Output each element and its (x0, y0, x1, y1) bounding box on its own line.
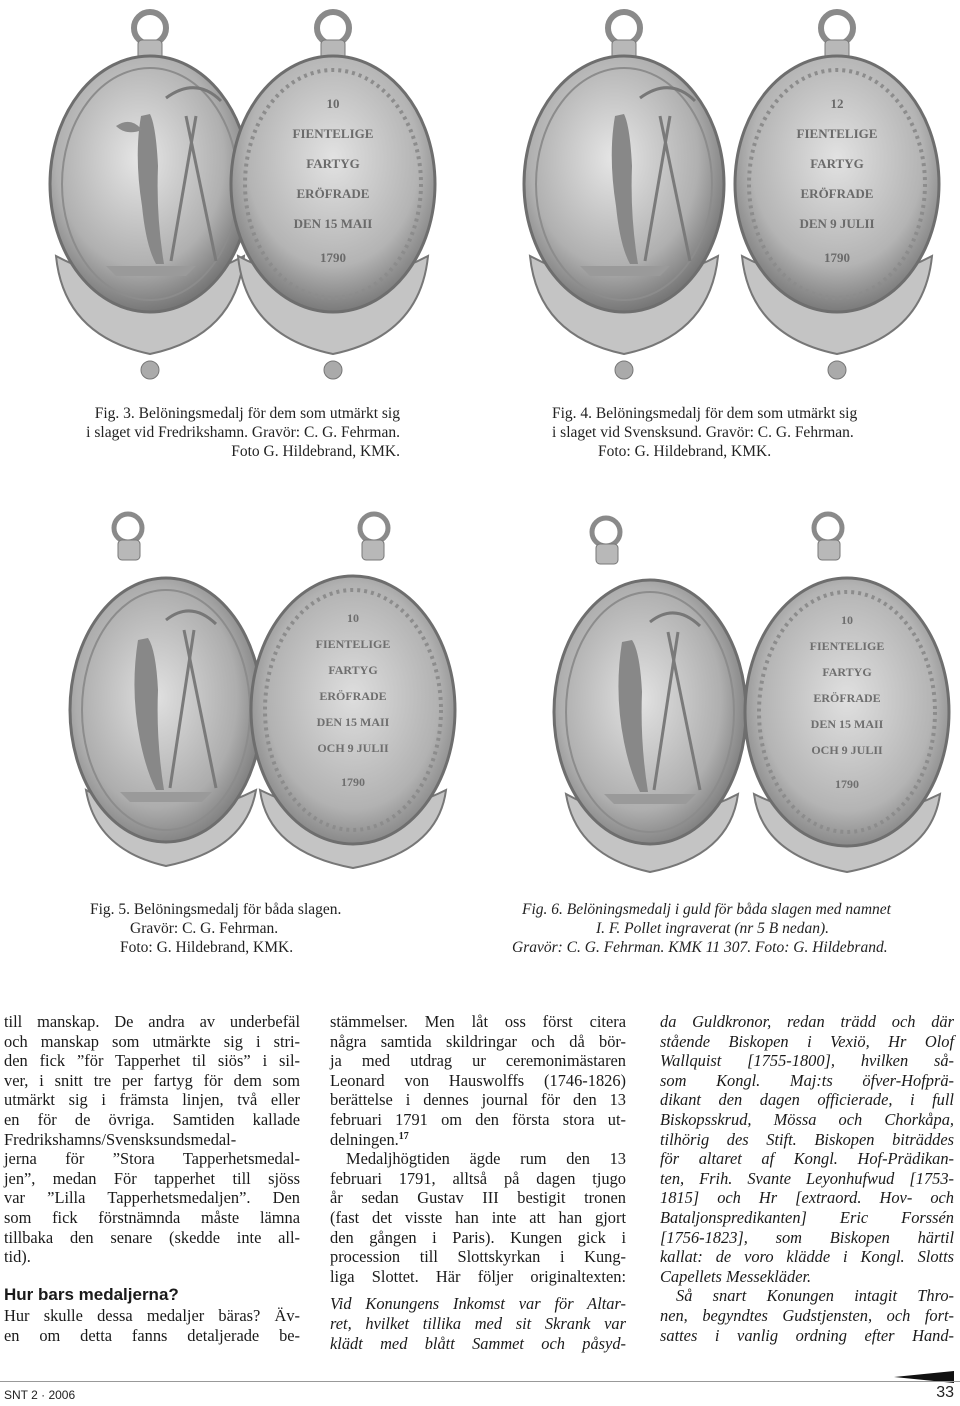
caption-line: Gravör: C. G. Fehrman. KMK 11 307. Foto: G. Hildebrand. (512, 939, 888, 956)
quote-line: 1815] och Hr [extraord. Hov- och (660, 1188, 954, 1208)
medal-inscription: FIENTELIGE (292, 126, 374, 141)
text-line: berättelse i dennes journal för den 13 (330, 1090, 626, 1110)
text-line (330, 1130, 626, 1150)
quote-line: för altaret af Kongl. Hof-Prädikan- (660, 1149, 954, 1169)
quote-line: Vid Konungens Inkomst var för Altar- (330, 1294, 626, 1314)
medal-photo-fig4-reverse (730, 6, 944, 386)
quote-line: klädt med blått Sammet och påsyd- (330, 1333, 626, 1353)
text-line: ja med utdrag ur ceremonimästaren (330, 1051, 626, 1071)
text-line: procession till Slottskyrkan i Kung- (330, 1247, 626, 1267)
caption-line: Fig. 5. Belöningsmedalj för båda slagen. (90, 901, 342, 918)
medal-inscription: DEN 15 MAII (810, 717, 884, 731)
quote-line: kallat: de voro klädde i Kongl. Slotts (660, 1247, 954, 1267)
quote-line: Bataljonspredikanten] Eric Forssén (660, 1207, 954, 1227)
caption-line: Foto: G. Hildebrand, KMK. (598, 443, 772, 460)
text-line: till manskap. De andra av underbefäl (4, 1012, 300, 1031)
quote-line: sattes i vanlig ordning efter Hand- (660, 1325, 954, 1345)
quote-line: Biskopsskrud, Mössa och Chorkåpa, (660, 1109, 954, 1129)
medal-photo-fig3-reverse (226, 6, 440, 386)
footer-divider (0, 1381, 960, 1382)
caption-line: Fig. 6. Belöningsmedalj i guld för båda slagen med namnet (522, 901, 891, 918)
text-line: några samtida skildringar och då bör- (330, 1031, 626, 1051)
caption-line: Foto: G. Hildebrand, KMK. (120, 939, 294, 956)
journal-issue: SNT 2 · 2006 (4, 1388, 76, 1402)
medal-photo-fig6-obverse (548, 506, 752, 886)
quote-line: nen, begyndtes Gudstjensten, och fort- (660, 1305, 954, 1325)
quote-line: [1756-1823], som Biskopen härtil (660, 1227, 954, 1247)
quote-line: tilhörig des Stift. Biskopen biträddes (660, 1129, 954, 1149)
text-line: Fredrikshamns/Svensksundsmedal- (4, 1129, 237, 1149)
medal-photo-fig6-reverse (740, 496, 954, 884)
caption-fig6 (512, 900, 952, 957)
text-line: jerna för ”Stora Tapperhetsmedal- (4, 1149, 300, 1169)
text-line: tid). (4, 1247, 31, 1267)
medal-photo-fig3-obverse (46, 6, 254, 386)
medal-inscription: FARTYG (328, 663, 378, 677)
medal-inscription: ERÖFRADE (296, 186, 370, 201)
medal-photo-fig5-obverse (66, 500, 266, 880)
medal-inscription: FIENTELIGE (796, 126, 878, 141)
medal-inscription: FARTYG (810, 156, 864, 171)
medal-photo-fig4-obverse (520, 6, 728, 386)
text-column-3 (660, 1012, 954, 1345)
medal-inscription: 1790 (824, 250, 850, 265)
text-line: den gången i Paris). Kungen gick i (330, 1227, 626, 1247)
text-line: februari 1791, alltså på dagen tjugo (330, 1168, 626, 1188)
medal-inscription: DEN 15 MAII (316, 715, 390, 729)
medal-inscription: ERÖFRADE (813, 691, 881, 705)
text-line: tillbaka den senare (skedde inte all- (4, 1227, 300, 1247)
medal-inscription: 1790 (320, 250, 346, 265)
text-line: den fick ”för Tapperhet til siös” i sil- (4, 1051, 300, 1071)
medal-inscription: 1790 (341, 775, 365, 789)
quote-line: Capellets Messekläder. (660, 1266, 812, 1286)
quote-line: da Guldkronor, redan trädd och där (660, 1012, 954, 1031)
medal-photo-fig5-reverse (246, 496, 460, 880)
text-line: stämmelser. Men låt oss först citera (330, 1012, 626, 1031)
text-column-1 (4, 1012, 300, 1346)
text-line: som fick förstnämnda måste lämna (4, 1207, 300, 1227)
caption-line: i slaget vid Fredrikshamn. Gravör: C. G. Fehrman. (86, 424, 400, 441)
quote-line: dikant den dagen officierade, i full (660, 1090, 954, 1110)
text-line: liga Slottet. Här följer originaltexten: (330, 1266, 626, 1286)
caption-fig5 (90, 900, 390, 957)
medal-inscription: FARTYG (306, 156, 360, 171)
section-heading: Hur bars medaljerna? (4, 1284, 179, 1304)
medal-inscription: 1790 (835, 777, 859, 791)
medal-inscription: 12 (830, 96, 844, 111)
medal-inscription: 10 (326, 96, 340, 111)
caption-line: Fig. 3. Belöningsmedalj för dem som utmärkt sig (94, 405, 400, 422)
text-column-2 (330, 1012, 626, 1353)
caption-line: I. F. Pollet ingraverat (nr 5 B nedan). (596, 920, 830, 937)
medal-inscription: OCH 9 JULII (811, 743, 883, 757)
text-line: var ”Lilla Tapperhetsmedaljen”. Den (4, 1188, 300, 1208)
medal-inscription: 10 (347, 611, 359, 625)
quote-line: som Kongl. Maj:ts öfver-Hofprä- (660, 1070, 954, 1090)
page-number: 33 (936, 1384, 954, 1401)
footnote-ref: 17 (398, 1130, 409, 1142)
medal-inscription: DEN 9 JULII (799, 216, 875, 231)
caption-fig4 (552, 404, 912, 461)
text-line: Hur skulle dessa medaljer bäras? Äv- (4, 1306, 300, 1326)
quote-line: ten, Frih. Svante Leyonhufwud [1753- (660, 1168, 954, 1188)
text-line: (fast det visste han inte att han gjort (330, 1207, 626, 1227)
medal-inscription: ERÖFRADE (800, 186, 874, 201)
caption-line: Fig. 4. Belöningsmedalj för dem som utmärkt sig (552, 405, 858, 422)
medal-inscription: 10 (841, 613, 853, 627)
quote-line: Så snart Konungen intagit Thro- (676, 1286, 954, 1306)
text-fragment: delningen. (330, 1129, 399, 1149)
text-line: en om detta fanns detaljerade be- (4, 1325, 300, 1345)
medal-inscription: ERÖFRADE (319, 689, 387, 703)
text-line: februari 1791 om den första stora ut- (330, 1109, 626, 1129)
quote-line: Wallquist [1755-1800], hvilken så- (660, 1051, 954, 1071)
medal-inscription: DEN 15 MAII (293, 216, 373, 231)
medal-inscription: FIENTELIGE (315, 637, 391, 651)
text-line: utmärkt sig i främsta linjen, två eller (4, 1090, 300, 1110)
quote-line: ret, hvilket tillika med sit Skrank var (330, 1313, 626, 1333)
text-line: och manskap som utmärkte sig i stri- (4, 1031, 300, 1051)
text-line: en för de övriga. Samtiden kallade (4, 1109, 300, 1129)
text-line: jen”, medan För tapperhet till sjöss (4, 1168, 300, 1188)
medal-inscription: FARTYG (822, 665, 872, 679)
medal-inscription: FIENTELIGE (809, 639, 885, 653)
text-line: Medaljhögtiden ägde rum den 13 (346, 1149, 626, 1169)
caption-line: i slaget vid Svensksund. Gravör: C. G. Fehrman. (552, 424, 854, 441)
text-line: år sedan Gustav III bestigit tronen (330, 1188, 626, 1208)
text-line: ver, i snitt tre per fartyg för dem som (4, 1070, 300, 1090)
caption-line: Foto G. Hildebrand, KMK. (231, 443, 400, 460)
quote-line: stående Biskopen i Vexiö, Hr Olof (660, 1031, 954, 1051)
text-line: Leonard von Hauswolffs (1746-1826) (330, 1070, 626, 1090)
caption-line: Gravör: C. G. Fehrman. (130, 920, 279, 937)
caption-fig3 (40, 404, 400, 461)
medal-inscription: OCH 9 JULII (317, 741, 389, 755)
